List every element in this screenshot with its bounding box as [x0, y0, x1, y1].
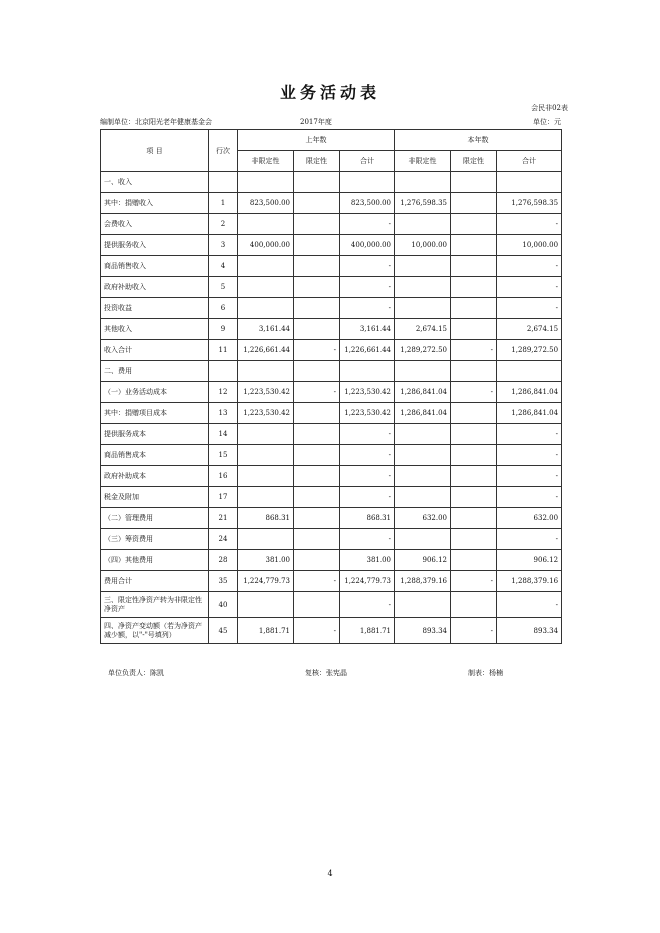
cell-current-total: - — [497, 298, 562, 319]
table-row — [101, 466, 562, 487]
row-item-label: 四、净资产变动额（若为净资产减少额，以"-"号填列） — [101, 618, 209, 644]
cell-current-unrestricted — [395, 424, 451, 445]
cell-current-restricted: - — [451, 571, 497, 592]
cell-current-unrestricted — [395, 361, 451, 382]
cell-prior-total: 823,500.00 — [340, 193, 395, 214]
cell-prior-total — [340, 361, 395, 382]
cell-current-restricted — [451, 487, 497, 508]
cell-prior-total: - — [340, 256, 395, 277]
cell-current-unrestricted — [395, 214, 451, 235]
cell-prior-restricted — [294, 487, 340, 508]
report-meta — [100, 117, 561, 129]
cell-current-restricted — [451, 319, 497, 340]
cell-prior-total: - — [340, 487, 395, 508]
row-item-label: 一、收入 — [101, 172, 209, 193]
row-line-number: 28 — [209, 550, 238, 571]
cell-prior-unrestricted: 3,161.44 — [238, 319, 294, 340]
row-line-number: 5 — [209, 277, 238, 298]
row-line-number: 17 — [209, 487, 238, 508]
cell-current-restricted — [451, 508, 497, 529]
cell-prior-unrestricted — [238, 529, 294, 550]
row-item-label: 收入合计 — [101, 340, 209, 361]
cell-prior-total: 868.31 — [340, 508, 395, 529]
cell-prior-unrestricted — [238, 445, 294, 466]
cell-current-unrestricted — [395, 277, 451, 298]
cell-prior-restricted — [294, 298, 340, 319]
row-line-number: 13 — [209, 403, 238, 424]
row-line-number: 3 — [209, 235, 238, 256]
cell-current-unrestricted — [395, 172, 451, 193]
cell-prior-restricted — [294, 319, 340, 340]
cell-prior-restricted — [294, 403, 340, 424]
col-header-current-total: 合计 — [497, 151, 562, 172]
table-row — [101, 214, 562, 235]
cell-current-restricted — [451, 592, 497, 618]
row-item-label: 其中：捐赠收入 — [101, 193, 209, 214]
report-year: 2017年度 — [300, 118, 332, 126]
col-header-prior-restricted: 限定性 — [294, 151, 340, 172]
cell-prior-unrestricted: 1,226,661.44 — [238, 340, 294, 361]
row-line-number: 45 — [209, 618, 238, 644]
cell-current-total: 2,674.15 — [497, 319, 562, 340]
cell-current-restricted — [451, 361, 497, 382]
cell-prior-total: 400,000.00 — [340, 235, 395, 256]
cell-prior-unrestricted — [238, 298, 294, 319]
cell-prior-unrestricted: 381.00 — [238, 550, 294, 571]
cell-current-restricted — [451, 550, 497, 571]
row-item-label: 费用合计 — [101, 571, 209, 592]
cell-prior-total: 1,224,779.73 — [340, 571, 395, 592]
responsible-person: 单位负责人：陈凯 — [108, 669, 164, 677]
cell-prior-unrestricted — [238, 592, 294, 618]
cell-current-total: 893.34 — [497, 618, 562, 644]
cell-current-restricted — [451, 172, 497, 193]
cell-prior-total: 1,223,530.42 — [340, 403, 395, 424]
row-item-label: （一）业务活动成本 — [101, 382, 209, 403]
cell-current-unrestricted: 1,289,272.50 — [395, 340, 451, 361]
table-row — [101, 445, 562, 466]
row-item-label: 税金及附加 — [101, 487, 209, 508]
cell-current-total: - — [497, 277, 562, 298]
cell-prior-restricted — [294, 550, 340, 571]
cell-current-unrestricted: 1,288,379.16 — [395, 571, 451, 592]
cell-prior-unrestricted: 1,223,530.42 — [238, 382, 294, 403]
cell-current-total — [497, 361, 562, 382]
cell-current-total: 1,288,379.16 — [497, 571, 562, 592]
cell-prior-total: - — [340, 424, 395, 445]
cell-prior-restricted — [294, 214, 340, 235]
cell-prior-restricted — [294, 592, 340, 618]
cell-current-unrestricted: 1,286,841.04 — [395, 403, 451, 424]
col-header-prior-total: 合计 — [340, 151, 395, 172]
cell-current-unrestricted — [395, 487, 451, 508]
table-row — [101, 382, 562, 403]
row-item-label: 其他收入 — [101, 319, 209, 340]
row-item-label: 二、费用 — [101, 361, 209, 382]
cell-current-total: - — [497, 424, 562, 445]
cell-current-total: - — [497, 214, 562, 235]
cell-prior-total: 1,223,530.42 — [340, 382, 395, 403]
row-line-number — [209, 172, 238, 193]
cell-current-unrestricted: 1,276,598.35 — [395, 193, 451, 214]
row-line-number: 1 — [209, 193, 238, 214]
col-header-item: 项 目 — [101, 130, 209, 172]
cell-prior-total: - — [340, 277, 395, 298]
cell-prior-unrestricted: 868.31 — [238, 508, 294, 529]
cell-prior-restricted — [294, 508, 340, 529]
cell-prior-restricted: - — [294, 618, 340, 644]
row-item-label: （四）其他费用 — [101, 550, 209, 571]
form-code: 会民非02表 — [531, 104, 568, 112]
cell-current-restricted: - — [451, 618, 497, 644]
cell-prior-restricted — [294, 424, 340, 445]
cell-prior-unrestricted: 1,223,530.42 — [238, 403, 294, 424]
col-header-current-restricted: 限定性 — [451, 151, 497, 172]
cell-prior-unrestricted — [238, 256, 294, 277]
cell-current-unrestricted: 906.12 — [395, 550, 451, 571]
cell-current-unrestricted: 2,674.15 — [395, 319, 451, 340]
cell-prior-restricted: - — [294, 382, 340, 403]
table-row — [101, 403, 562, 424]
table-row — [101, 592, 562, 618]
cell-prior-unrestricted — [238, 466, 294, 487]
table-row — [101, 277, 562, 298]
activity-table — [100, 129, 562, 644]
cell-current-unrestricted — [395, 445, 451, 466]
cell-current-restricted — [451, 256, 497, 277]
cell-prior-total: 381.00 — [340, 550, 395, 571]
cell-current-total — [497, 172, 562, 193]
signature-footer — [100, 668, 561, 680]
cell-current-total: - — [497, 592, 562, 618]
row-item-label: 三、限定性净资产转为非限定性净资产 — [101, 592, 209, 618]
cell-current-total: 906.12 — [497, 550, 562, 571]
table-row — [101, 193, 562, 214]
table-row — [101, 172, 562, 193]
cell-prior-restricted — [294, 256, 340, 277]
cell-current-total: 10,000.00 — [497, 235, 562, 256]
cell-prior-total: - — [340, 466, 395, 487]
cell-prior-unrestricted — [238, 424, 294, 445]
cell-current-restricted — [451, 445, 497, 466]
cell-current-restricted — [451, 193, 497, 214]
row-item-label: 会费收入 — [101, 214, 209, 235]
table-row — [101, 508, 562, 529]
cell-current-total: - — [497, 256, 562, 277]
organization-name: 编制单位：北京阳光老年健康基金会 — [100, 118, 212, 126]
cell-prior-restricted — [294, 466, 340, 487]
cell-prior-restricted — [294, 277, 340, 298]
cell-current-restricted — [451, 235, 497, 256]
cell-current-restricted: - — [451, 340, 497, 361]
table-row — [101, 319, 562, 340]
cell-prior-unrestricted: 1,224,779.73 — [238, 571, 294, 592]
cell-prior-total: - — [340, 445, 395, 466]
row-item-label: 商品销售成本 — [101, 445, 209, 466]
cell-current-unrestricted — [395, 298, 451, 319]
cell-current-unrestricted: 632.00 — [395, 508, 451, 529]
cell-current-unrestricted: 893.34 — [395, 618, 451, 644]
cell-prior-restricted — [294, 445, 340, 466]
row-line-number: 11 — [209, 340, 238, 361]
cell-current-total: - — [497, 445, 562, 466]
cell-current-total: 1,276,598.35 — [497, 193, 562, 214]
row-item-label: （二）管理费用 — [101, 508, 209, 529]
cell-prior-total: - — [340, 214, 395, 235]
cell-prior-restricted: - — [294, 340, 340, 361]
cell-current-restricted — [451, 529, 497, 550]
col-header-prior-unrestricted: 非限定性 — [238, 151, 294, 172]
row-line-number: 14 — [209, 424, 238, 445]
cell-prior-total: 3,161.44 — [340, 319, 395, 340]
currency-unit: 单位：元 — [533, 118, 561, 126]
row-item-label: 政府补助收入 — [101, 277, 209, 298]
cell-prior-restricted — [294, 235, 340, 256]
cell-prior-total — [340, 172, 395, 193]
row-item-label: 提供服务成本 — [101, 424, 209, 445]
reviewer: 复核：张宪晶 — [305, 669, 347, 677]
row-item-label: 其中：捐赠项目成本 — [101, 403, 209, 424]
col-header-current-unrestricted: 非限定性 — [395, 151, 451, 172]
table-row — [101, 235, 562, 256]
cell-prior-total: - — [340, 592, 395, 618]
row-item-label: 政府补助成本 — [101, 466, 209, 487]
row-line-number: 35 — [209, 571, 238, 592]
cell-prior-restricted — [294, 193, 340, 214]
row-line-number — [209, 361, 238, 382]
col-header-current-year: 本年数 — [395, 130, 562, 151]
row-item-label: （三）筹资费用 — [101, 529, 209, 550]
table-row — [101, 550, 562, 571]
table-row — [101, 529, 562, 550]
table-row — [101, 361, 562, 382]
row-item-label: 商品销售收入 — [101, 256, 209, 277]
col-header-prior-year: 上年数 — [238, 130, 395, 151]
row-item-label: 提供服务收入 — [101, 235, 209, 256]
cell-current-total: 632.00 — [497, 508, 562, 529]
page-number: 4 — [327, 869, 333, 878]
col-header-line: 行次 — [209, 130, 238, 172]
row-item-label: 投资收益 — [101, 298, 209, 319]
cell-current-restricted — [451, 424, 497, 445]
cell-prior-restricted — [294, 529, 340, 550]
cell-prior-restricted — [294, 361, 340, 382]
cell-prior-unrestricted — [238, 277, 294, 298]
row-line-number: 9 — [209, 319, 238, 340]
row-line-number: 21 — [209, 508, 238, 529]
cell-prior-restricted: - — [294, 571, 340, 592]
cell-current-unrestricted — [395, 592, 451, 618]
cell-prior-unrestricted — [238, 214, 294, 235]
cell-current-total: 1,289,272.50 — [497, 340, 562, 361]
cell-prior-total: 1,881.71 — [340, 618, 395, 644]
cell-current-unrestricted: 10,000.00 — [395, 235, 451, 256]
cell-current-restricted — [451, 214, 497, 235]
row-line-number: 4 — [209, 256, 238, 277]
table-row — [101, 424, 562, 445]
header-row — [101, 130, 562, 151]
cell-current-total: - — [497, 466, 562, 487]
cell-current-unrestricted — [395, 466, 451, 487]
table-row — [101, 571, 562, 592]
cell-prior-unrestricted: 823,500.00 — [238, 193, 294, 214]
cell-current-unrestricted — [395, 256, 451, 277]
cell-current-total: 1,286,841.04 — [497, 382, 562, 403]
cell-current-total: - — [497, 487, 562, 508]
cell-prior-unrestricted — [238, 361, 294, 382]
cell-current-restricted — [451, 277, 497, 298]
row-line-number: 16 — [209, 466, 238, 487]
table-row — [101, 298, 562, 319]
table-row — [101, 487, 562, 508]
cell-current-total: 1,286,841.04 — [497, 403, 562, 424]
cell-current-unrestricted — [395, 529, 451, 550]
cell-prior-unrestricted: 400,000.00 — [238, 235, 294, 256]
cell-current-restricted — [451, 403, 497, 424]
cell-current-restricted: - — [451, 382, 497, 403]
row-line-number: 15 — [209, 445, 238, 466]
cell-current-unrestricted: 1,286,841.04 — [395, 382, 451, 403]
row-line-number: 40 — [209, 592, 238, 618]
row-line-number: 2 — [209, 214, 238, 235]
row-line-number: 6 — [209, 298, 238, 319]
cell-current-restricted — [451, 298, 497, 319]
cell-prior-total: - — [340, 298, 395, 319]
cell-prior-unrestricted — [238, 172, 294, 193]
preparer: 制表：杨楠 — [468, 669, 503, 677]
cell-current-restricted — [451, 466, 497, 487]
row-line-number: 12 — [209, 382, 238, 403]
cell-prior-total: 1,226,661.44 — [340, 340, 395, 361]
cell-prior-restricted — [294, 172, 340, 193]
table-row — [101, 618, 562, 644]
cell-prior-unrestricted — [238, 487, 294, 508]
row-line-number: 24 — [209, 529, 238, 550]
table-row — [101, 256, 562, 277]
table-row — [101, 340, 562, 361]
cell-current-total: - — [497, 529, 562, 550]
cell-prior-total: - — [340, 529, 395, 550]
cell-prior-unrestricted: 1,881.71 — [238, 618, 294, 644]
report-title: 业务活动表 — [279, 83, 380, 102]
